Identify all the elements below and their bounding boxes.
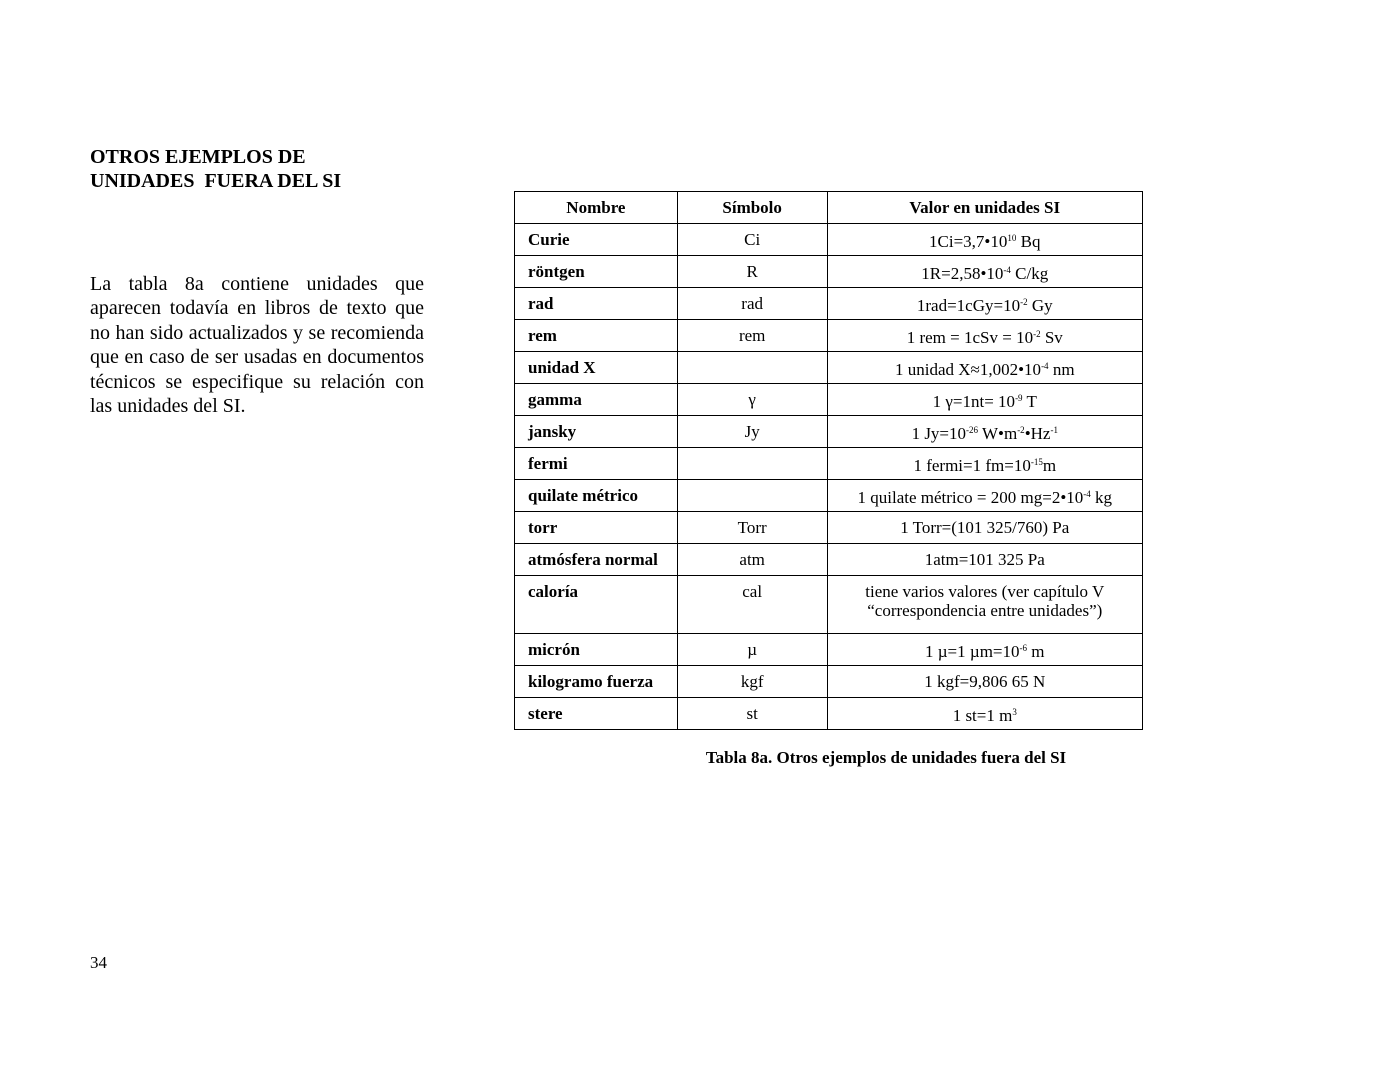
cell-value xyxy=(827,224,1142,256)
value-tail: nm xyxy=(1048,359,1075,379)
cell-name: rad xyxy=(515,288,678,320)
value-exponent: -2 xyxy=(1020,296,1028,307)
cell-name: unidad X xyxy=(515,352,678,384)
header-simbolo: Símbolo xyxy=(677,192,827,224)
table-row xyxy=(515,224,1143,256)
value-exponent: -26 xyxy=(966,424,979,435)
value-text: tiene varios valores (ver capítulo V xyxy=(865,582,1105,601)
cell-symbol: st xyxy=(677,698,827,730)
value-text: 1 fermi=1 fm=10 xyxy=(913,455,1031,475)
table-row xyxy=(515,320,1143,352)
value-text: 1 γ=1nt= 10 xyxy=(932,391,1016,411)
cell-symbol: Torr xyxy=(677,512,827,544)
value-exponent: -15 xyxy=(1030,456,1043,467)
page-number: 34 xyxy=(90,953,107,972)
table-row xyxy=(515,256,1143,288)
cell-name: stere xyxy=(515,698,678,730)
value-text: 1atm=101 325 Pa xyxy=(924,550,1045,569)
cell-symbol: rad xyxy=(677,288,827,320)
value-exponent: 3 xyxy=(1012,706,1017,717)
value-exponent: -4 xyxy=(1041,360,1049,371)
value-text: 1rad=1cGy=10 xyxy=(916,295,1021,315)
cell-value xyxy=(827,512,1142,544)
cell-value xyxy=(827,384,1142,416)
value-exponent: -2 xyxy=(1033,328,1041,339)
table-row xyxy=(515,448,1143,480)
value-text: 1 kgf=9,806 65 N xyxy=(924,672,1046,691)
units-table xyxy=(514,191,1143,730)
cell-symbol: kgf xyxy=(677,666,827,698)
cell-value xyxy=(827,288,1142,320)
value-text: 1R=2,58•10 xyxy=(921,263,1004,283)
cell-symbol: cal xyxy=(677,576,827,634)
value-exponent: -4 xyxy=(1003,264,1011,275)
cell-value xyxy=(827,576,1142,634)
heading-line-2: UNIDADES FUERA DEL SI xyxy=(90,170,342,192)
value-text: 1 Torr=(101 325/760) Pa xyxy=(900,518,1070,537)
table-row xyxy=(515,576,1143,634)
cell-name: quilate métrico xyxy=(515,480,678,512)
cell-symbol xyxy=(677,352,827,384)
cell-name: rem xyxy=(515,320,678,352)
heading-line-1: OTROS EJEMPLOS DE xyxy=(90,146,306,168)
table-row xyxy=(515,384,1143,416)
value-text: 1 unidad X≈1,002•10 xyxy=(894,359,1042,379)
value-tail: T xyxy=(1022,391,1037,411)
table-row xyxy=(515,480,1143,512)
cell-name: micrón xyxy=(515,634,678,666)
table-row xyxy=(515,544,1143,576)
value-text: 1 µ=1 µm=10 xyxy=(925,641,1020,661)
value-tail: W•m xyxy=(978,423,1018,443)
cell-value xyxy=(827,480,1142,512)
value-tail: m xyxy=(1027,641,1045,661)
cell-name: caloría xyxy=(515,576,678,634)
value-text: 1 rem = 1cSv = 10 xyxy=(906,327,1034,347)
cell-symbol: Ci xyxy=(677,224,827,256)
table-row xyxy=(515,416,1143,448)
value-tail: m xyxy=(1042,455,1057,475)
value-exponent-2: -2 xyxy=(1017,424,1025,435)
table-body xyxy=(515,224,1143,730)
cell-value xyxy=(827,634,1142,666)
cell-symbol xyxy=(677,480,827,512)
value-tail-2: •Hz xyxy=(1024,423,1051,443)
cell-name: jansky xyxy=(515,416,678,448)
cell-value xyxy=(827,448,1142,480)
table-row xyxy=(515,698,1143,730)
value-exponent-3: -1 xyxy=(1050,424,1058,435)
cell-name: kilogramo fuerza xyxy=(515,666,678,698)
value-exponent: -6 xyxy=(1019,642,1028,653)
value-tail: Bq xyxy=(1016,231,1041,251)
cell-value xyxy=(827,544,1142,576)
cell-symbol: Jy xyxy=(677,416,827,448)
cell-symbol: atm xyxy=(677,544,827,576)
table-row xyxy=(515,512,1143,544)
cell-value xyxy=(827,416,1142,448)
section-heading xyxy=(90,145,341,193)
cell-name: gamma xyxy=(515,384,678,416)
table-row xyxy=(515,666,1143,698)
value-tail: C/kg xyxy=(1010,263,1049,283)
table-row xyxy=(515,634,1143,666)
cell-symbol: µ xyxy=(677,634,827,666)
value-tail: Gy xyxy=(1027,295,1053,315)
cell-symbol: rem xyxy=(677,320,827,352)
table-header-row xyxy=(515,192,1143,224)
cell-name: fermi xyxy=(515,448,678,480)
cell-value xyxy=(827,320,1142,352)
cell-name: torr xyxy=(515,512,678,544)
cell-symbol: γ xyxy=(677,384,827,416)
cell-symbol: R xyxy=(677,256,827,288)
value-text: 1 st=1 m xyxy=(952,705,1013,725)
cell-value xyxy=(827,666,1142,698)
cell-symbol xyxy=(677,448,827,480)
cell-name: atmósfera normal xyxy=(515,544,678,576)
header-valor: Valor en unidades SI xyxy=(827,192,1142,224)
cell-value xyxy=(827,256,1142,288)
value-tail: kg xyxy=(1090,487,1113,507)
header-nombre: Nombre xyxy=(515,192,678,224)
cell-value xyxy=(827,698,1142,730)
value-text-line-2: “correspondencia entre unidades”) xyxy=(867,601,1103,620)
table-row xyxy=(515,352,1143,384)
cell-value xyxy=(827,352,1142,384)
value-exponent: -4 xyxy=(1083,488,1091,499)
value-text: 1 quilate métrico = 200 mg=2•10 xyxy=(857,487,1084,507)
value-text: 1 Jy=10 xyxy=(911,423,967,443)
value-tail: Sv xyxy=(1040,327,1063,347)
value-exponent: -9 xyxy=(1015,392,1023,403)
cell-name: röntgen xyxy=(515,256,678,288)
table-row xyxy=(515,288,1143,320)
value-exponent: 10 xyxy=(1007,232,1017,243)
table-caption: Tabla 8a. Otros ejemplos de unidades fuera del SI xyxy=(705,748,1067,767)
intro-paragraph: La tabla 8a contiene unidades que aparecen todavía en libros de texto que no han sido actualizados y se recomienda que en caso de ser usadas en documentos técnicos se especifique su relación con las unidades del SI. xyxy=(90,273,424,418)
cell-name: Curie xyxy=(515,224,678,256)
value-text: 1Ci=3,7•10 xyxy=(929,231,1008,251)
